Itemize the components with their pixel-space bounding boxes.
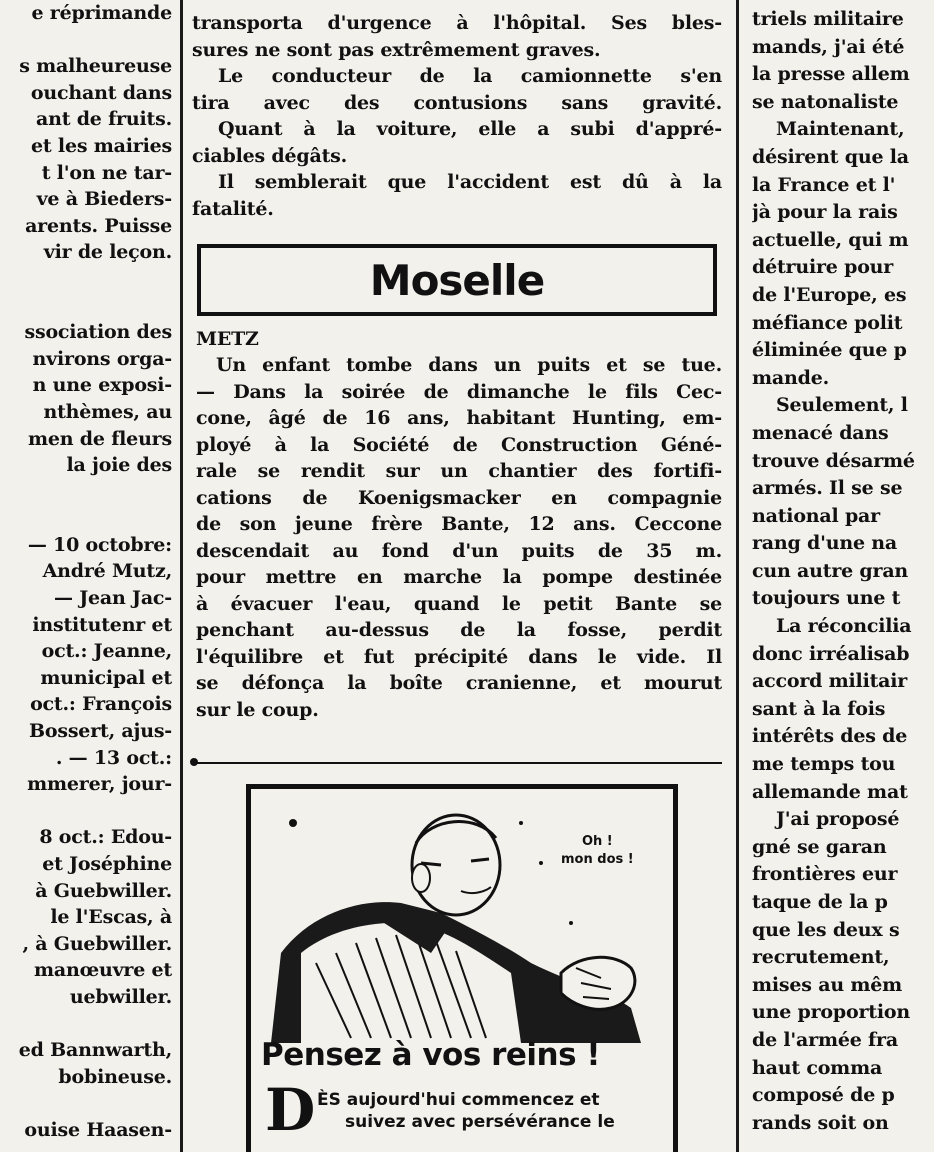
right-column-line: détruire pour (752, 256, 894, 279)
right-column-line: gné se garan (752, 835, 887, 858)
left-column-line: ve à Bieders- (36, 188, 172, 211)
right-column-line: une proportion (752, 1001, 910, 1024)
left-column-line: oct.: Jeanne, (41, 640, 172, 663)
article-line: cations de Koenigsmacker en compagnie (196, 486, 722, 509)
right-column-line: accord militair (752, 670, 908, 693)
right-column-line: la France et l' (752, 173, 896, 196)
article-line: à évacuer l'eau, quand le petit Bante se (196, 592, 722, 615)
center-top-line: Il semblerait que l'accident est dû à la (218, 171, 722, 193)
article-line: penchant au-dessus de la fosse, perdit (196, 619, 722, 641)
right-column-line: La réconcilia (776, 615, 912, 638)
center-top-line: fatalité. (192, 197, 274, 220)
right-column-line: rands soit on (752, 1111, 889, 1134)
speech-line-2: mon dos ! (561, 852, 634, 867)
right-column-line: haut comma (752, 1056, 883, 1079)
right-column-line: mands, j'ai été (752, 35, 905, 58)
left-column-line: t l'on ne tar- (41, 161, 172, 184)
article-line: cone, âgé de 16 ans, habitant Hunting, em- (196, 407, 722, 429)
article-line: — Dans la soirée de dimanche le fils Cec- (196, 380, 722, 403)
article-line: rale se rendit sur un chantier des fortifi- (196, 460, 722, 482)
left-column-line: oct.: François (30, 693, 172, 716)
right-column (752, 6, 934, 1137)
right-column-line: de l'armée fra (752, 1028, 898, 1051)
left-column-line: ouchant dans (30, 81, 172, 104)
right-column-line: national par (752, 504, 880, 527)
ad-text-line-1: ÈS aujourd'hui commencez et (317, 1090, 600, 1110)
left-column (0, 0, 172, 1144)
right-column-line: Seulement, l (776, 394, 908, 417)
article-line: l'équilibre et fut précipité dans le vide. Il (196, 645, 722, 668)
right-column-line: donc irréalisab (752, 642, 910, 665)
right-column-line: méfiance polit (752, 311, 903, 334)
left-column-line: à Guebwiller. (35, 879, 172, 902)
left-column-line: la joie des (66, 454, 172, 477)
right-column-line: armés. Il se se (752, 477, 903, 500)
right-column-line: Maintenant, (776, 118, 905, 141)
left-column-line: e réprimande (31, 2, 172, 24)
left-column-line (0, 505, 172, 532)
left-column-line: ed Bannwarth, (18, 1039, 172, 1062)
article-headline: Un enfant tombe dans un puits et se tue. (216, 354, 722, 376)
left-column-line: n une exposi- (32, 374, 172, 397)
left-column-line: institutenr et (32, 613, 172, 636)
left-column-line (0, 479, 172, 506)
article-metz (196, 326, 722, 723)
article-line: pour mettre en marche la pompe destinée (196, 566, 722, 588)
left-column-line: ouise Haasen- (24, 1118, 172, 1141)
article-line: de son jeune frère Bante, 12 ans. Ceccone (196, 513, 722, 535)
left-column-line: mmerer, jour- (27, 773, 172, 796)
left-column-line: et Joséphine (42, 853, 172, 875)
right-column-line: mises au mêm (752, 973, 903, 996)
center-top-line: sures ne sont pas extrêmement graves. (192, 38, 601, 61)
right-column-line: désirent que la (752, 145, 909, 168)
speech-line-1: Oh ! (581, 834, 613, 849)
left-column-line: s malheureuse (19, 55, 172, 78)
left-column-line: uebwiller. (69, 985, 172, 1008)
right-column-line: trouve désarmé (752, 449, 915, 472)
right-column-line: actuelle, qui m (752, 228, 909, 251)
right-column-line: rang d'une na (752, 532, 897, 555)
left-column-line: — Jean Jac- (54, 587, 172, 610)
article-line: ployé à la Société de Construction Géné- (196, 433, 722, 456)
left-column-line: Bossert, ajus- (28, 720, 172, 743)
left-column-line: arents. Puisse (25, 214, 172, 237)
center-top-line: tira avec des contusions sans gravité. (192, 91, 722, 114)
article-line: se défonça la boîte cranienne, et mourut (196, 672, 722, 694)
left-column-line (0, 266, 172, 293)
section-header-box (197, 244, 717, 316)
right-column-line: mande. (752, 366, 830, 389)
right-column-line: me temps tou (752, 753, 896, 776)
center-column (192, 10, 722, 222)
left-column-line: men de fleurs (27, 427, 172, 450)
left-column-line (0, 1090, 172, 1117)
left-column-line: 8 oct.: Edou- (39, 826, 172, 849)
left-column-line: et les mairies (31, 134, 172, 157)
ad-text-line-2: suivez avec persévérance le (345, 1112, 615, 1132)
left-column-line: André Mutz, (42, 560, 172, 583)
left-column-line: manœuvre et (34, 959, 172, 982)
ad-dropcap: D (265, 1076, 316, 1144)
right-column-line: allemande mat (752, 780, 908, 803)
section-title: Moselle (369, 255, 545, 305)
left-column-line: vir de leçon. (43, 241, 172, 264)
right-column-line: recrutement, (752, 946, 890, 969)
right-column-line: la presse allem (752, 63, 910, 86)
left-column-line: . — 13 oct.: (55, 746, 172, 769)
left-column-line: municipal et (40, 666, 172, 689)
right-column-line: taque de la p (752, 891, 888, 913)
right-column-line: se natonaliste (752, 90, 899, 113)
left-column-line: le l'Escas, à (50, 906, 172, 929)
center-top-line: Le conducteur de la camionnette s'en (218, 65, 722, 87)
left-column-line: nvirons orga- (32, 347, 172, 370)
right-column-line: que les deux s (752, 918, 900, 941)
left-column-line (0, 1011, 172, 1038)
dateline: METZ (196, 328, 259, 350)
right-column-line: de l'Europe, es (752, 283, 907, 306)
left-column-line: — 10 octobre: (27, 533, 172, 556)
left-column-line: bobineuse. (58, 1065, 172, 1088)
center-top-line: ciables dégâts. (192, 144, 348, 167)
ad-body-text (317, 1089, 667, 1133)
left-column-line: ssociation des (24, 321, 172, 344)
separator-dot (190, 758, 198, 766)
right-column-line: sant à la fois (752, 697, 886, 720)
left-column-line (0, 293, 172, 320)
column-rule-right (736, 0, 739, 1152)
left-column-line (0, 27, 172, 54)
right-column-line: toujours une t (752, 587, 901, 610)
left-column-line: ant de fruits. (35, 108, 172, 131)
right-column-line: éliminée que p (752, 339, 907, 362)
speech-bubble (561, 833, 634, 869)
left-column-line: nthèmes, au (43, 400, 172, 423)
right-column-line: jà pour la rais (752, 201, 898, 224)
center-top-line: Quant à la voiture, elle a subi d'appré- (218, 118, 722, 140)
kidney-advertisement (246, 784, 678, 1152)
right-column-line: J'ai proposé (776, 808, 900, 831)
article-line: descendait au fond d'un puits de 35 m. (196, 539, 722, 562)
right-column-line: composé de p (752, 1084, 895, 1107)
right-column-line: menacé dans (752, 421, 889, 444)
separator-rule (192, 762, 722, 764)
right-column-line: triels militaire (752, 8, 904, 30)
article-line: sur le coup. (196, 698, 319, 721)
left-column-line (0, 798, 172, 825)
left-column-line: , à Guebwiller. (22, 932, 172, 955)
ad-headline: Pensez à vos reins ! (261, 1037, 600, 1073)
right-column-line: cun autre gran (752, 559, 909, 582)
center-top-line: transporta d'urgence à l'hôpital. Ses bles- (192, 12, 722, 34)
right-column-line: frontières eur (752, 863, 898, 886)
right-column-line: intérêts des de (752, 725, 908, 748)
column-rule-left (180, 0, 183, 1152)
